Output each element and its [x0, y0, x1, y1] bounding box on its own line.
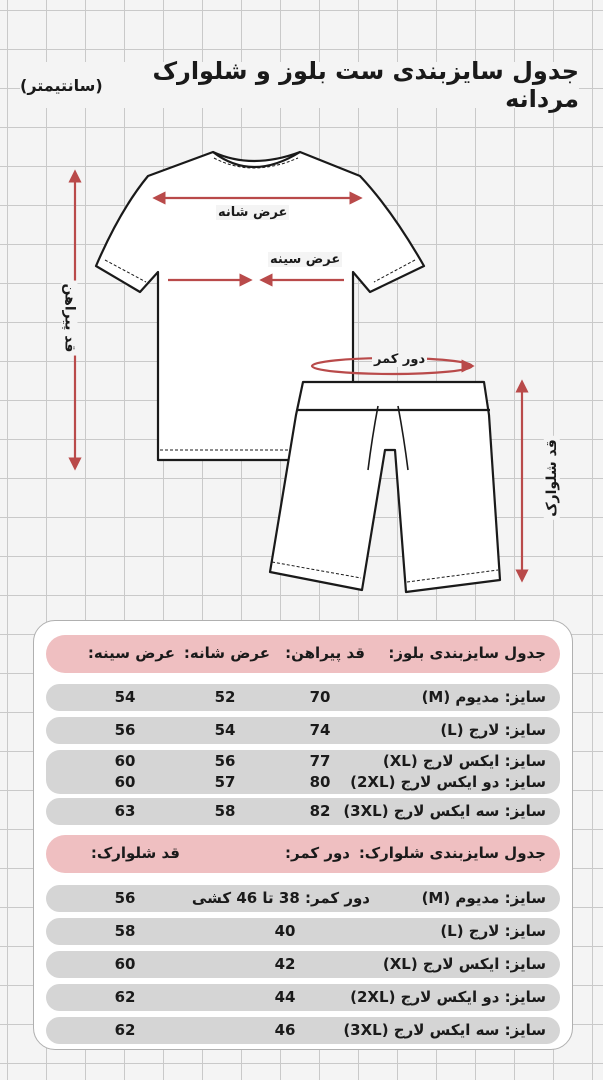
table-row	[46, 717, 560, 744]
row-size: سایز: دو ایکس لارج (2XL)	[350, 988, 546, 1006]
row-shorts-length: 62	[114, 1021, 136, 1039]
header-waist: دور کمر:	[285, 844, 350, 862]
header-shoulder: عرض شانه:	[183, 644, 270, 662]
row-length: 82	[309, 802, 331, 820]
row-length: 77	[309, 752, 331, 770]
title-main: جدول سایزبندی ست بلوز و شلوارک مردانه	[152, 57, 579, 113]
row-waist: 44	[274, 988, 296, 1006]
header-shirt-length: قد پیراهن:	[285, 644, 365, 662]
row-shorts-length: 60	[114, 955, 136, 973]
table-row	[46, 885, 560, 912]
shirt-table-header	[46, 635, 560, 673]
row-size: سایز: لارج (L)	[440, 721, 546, 739]
size-table-panel	[33, 620, 573, 1050]
row-length: 80	[309, 773, 331, 791]
row-length: 70	[309, 688, 331, 706]
table-row-double	[46, 750, 560, 794]
row-chest: 60	[114, 752, 136, 770]
shorts-illustration	[270, 382, 500, 592]
row-chest: 56	[114, 721, 136, 739]
label-waist: دور کمر	[374, 352, 426, 367]
row-shoulder: 57	[214, 773, 236, 791]
size-diagram	[0, 120, 603, 600]
row-length: 74	[309, 721, 331, 739]
row-shorts-length: 58	[114, 922, 136, 940]
row-shoulder: 56	[214, 752, 236, 770]
table-row	[46, 798, 560, 825]
label-chest-width: عرض سینه	[270, 252, 341, 267]
row-shoulder: 58	[214, 802, 236, 820]
table-row	[46, 951, 560, 978]
row-chest: 63	[114, 802, 136, 820]
row-shorts-length: 62	[114, 988, 136, 1006]
header-shorts-length: قد شلوارک:	[90, 844, 180, 862]
row-size: سایز: ایکس لارج (XL)	[382, 752, 546, 770]
row-waist: 40	[274, 922, 296, 940]
header-shorts-title: جدول سایزبندی شلوارک:	[358, 844, 546, 862]
row-size: سایز: مدیوم (M)	[421, 688, 546, 706]
header-shirt-title: جدول سایزبندی بلوز:	[388, 644, 546, 662]
row-size: سایز: سه ایکس لارج (3XL)	[343, 1021, 546, 1039]
table-row	[46, 918, 560, 945]
page-title	[20, 57, 579, 113]
row-waist: دور کمر: 38 تا 46 کشی	[191, 889, 370, 907]
header-chest: عرض سینه:	[87, 644, 175, 662]
row-chest: 60	[114, 773, 136, 791]
row-waist: 42	[274, 955, 296, 973]
table-row	[46, 684, 560, 711]
row-shoulder: 52	[214, 688, 236, 706]
row-size: سایز: لارج (L)	[440, 922, 546, 940]
label-shirt-length: قد پیراهن	[61, 281, 77, 356]
row-size: سایز: ایکس لارج (XL)	[382, 955, 546, 973]
label-shorts-length: قد شلوارک	[544, 436, 560, 520]
label-shoulder-width: عرض شانه	[218, 205, 288, 220]
title-unit: (سانتیمتر)	[20, 75, 103, 95]
table-row	[46, 1017, 560, 1044]
row-size: سایز: سه ایکس لارج (3XL)	[343, 802, 546, 820]
row-size: سایز: دو ایکس لارج (2XL)	[350, 773, 546, 791]
shorts-table-header	[46, 835, 560, 873]
row-size: سایز: مدیوم (M)	[421, 889, 546, 907]
row-waist: 46	[274, 1021, 296, 1039]
row-chest: 54	[114, 688, 136, 706]
row-shorts-length: 56	[114, 889, 136, 907]
row-shoulder: 54	[214, 721, 236, 739]
table-row	[46, 984, 560, 1011]
